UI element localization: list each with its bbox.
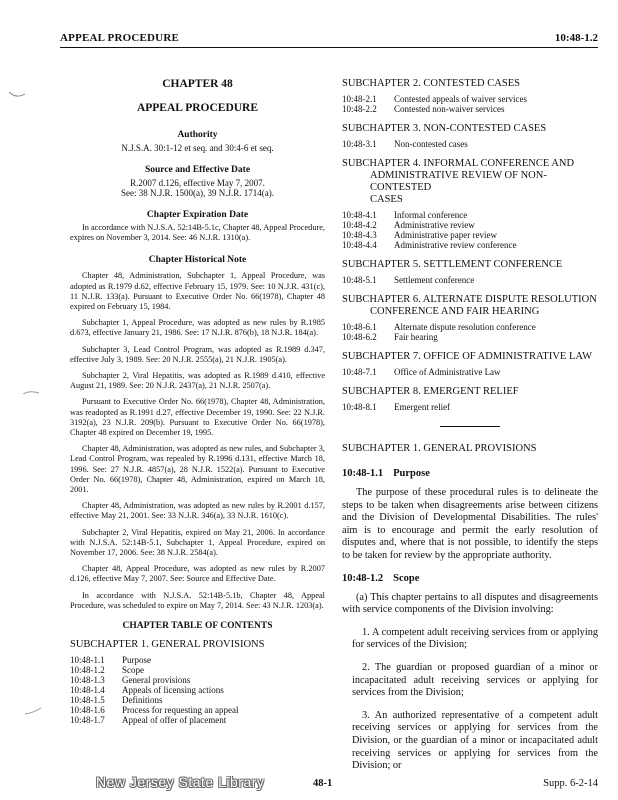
supplement-date: Supp. 6-2-14 <box>543 778 598 789</box>
toc-subchapter-6-heading: SUBCHAPTER 6. ALTERNATE DISPUTE RESOLUTION CONFERENCE AND FAIR HEARING <box>342 294 597 317</box>
library-watermark: New Jersey State Library <box>96 774 265 790</box>
toc-entry: 10:48-2.1 Contested appeals of waiver services <box>342 94 527 104</box>
running-header <box>60 32 598 46</box>
history-paragraph: Chapter 48, Administration, was adopted as new rules, and Subchapter 3, Lead Control Program, was repealed by R.1996 d.131, effective March 18, 1996. See: 27 N.J.R. 4857(a), 28 N.J.R. 1522(a). Pursuant to Executive Order No. 66(1978), Chapter 48, Administration, expired on March 18, 2001. <box>70 444 325 495</box>
toc-subchapter-2-list <box>342 94 598 114</box>
toc-subchapter-4-heading: SUBCHAPTER 4. INFORMAL CONFERENCE AND ADMINISTRATIVE REVIEW OF NON-CONTESTED CASES <box>342 158 575 205</box>
history-paragraph: Chapter 48, Administration, Subchapter 1, Appeal Procedure, was adopted as R.1979 d.62, effective February 15, 1979. See: 10 N.J.R. 431(c), 11 N.J.R. 133(a). Pursuant to Executive Order No. 66(1978), Chapter 48 expired on February 15, 1984. <box>70 271 325 312</box>
toc-entry: 10:48-1.7 Appeal of offer of placement <box>70 715 227 726</box>
toc-entry: 10:48-4.3 Administrative paper review <box>342 230 497 240</box>
right-column <box>342 78 598 783</box>
authority-heading: Authority <box>177 130 218 140</box>
toc-entry: 10:48-4.2 Administrative review <box>342 220 475 230</box>
authority-text: N.J.S.A. 30:1-12 et seq. and 30:4-6 et seq. <box>121 143 274 153</box>
toc-entry: 10:48-5.1 Settlement conference <box>342 275 475 285</box>
toc-subchapter-1-heading: SUBCHAPTER 1. GENERAL PROVISIONS <box>70 639 265 651</box>
page-number: 48-1 <box>313 778 333 789</box>
toc-entry: 10:48-1.6 Process for requesting an appeal <box>70 705 239 716</box>
source-text: R.2007 d.126, effective May 7, 2007. <box>130 178 265 188</box>
header-section-number: 10:48-1.2 <box>554 32 598 44</box>
scope-item-2: 2. The guardian or proposed guardian of a minor or incapacitated adult receiving services or applying for services from the Division; <box>352 661 598 699</box>
history-paragraph: Chapter 48, Appeal Procedure, was adopted as new rules by R.2007 d.126, effective May 7, 2007. See: Source and Effective Date. <box>70 564 325 584</box>
toc-subchapter-3-list <box>342 139 598 149</box>
source-text-2: See: 38 N.J.R. 1500(a), 39 N.J.R. 1714(a). <box>121 188 274 198</box>
toc-subchapter-1-list <box>70 655 325 725</box>
toc-subchapter-5-list <box>342 275 598 285</box>
toc-entry: 10:48-1.3 General provisions <box>70 675 191 686</box>
toc-entry: 10:48-3.1 Non-contested cases <box>342 139 468 149</box>
toc-entry: 10:48-1.5 Definitions <box>70 695 163 706</box>
scan-mark-icon <box>24 706 42 716</box>
toc-entry: 10:48-1.1 Purpose <box>70 655 151 666</box>
scope-item-1: 1. A competent adult receiving services from or applying for services of the Division; <box>352 626 598 651</box>
history-paragraph: Pursuant to Executive Order No. 66(1978), Chapter 48, Administration, was readopted as R.1991 d.27, effective December 19, 1990. See: 22 N.J.R. 3192(a), 23 N.J.R. 209(b). Pursuant to Executive Order No. 66(1978), Chapter 48 expired on December 19, 1995. <box>70 397 325 438</box>
scan-mark-icon <box>22 388 40 398</box>
toc-entry: 10:48-1.4 Appeals of licensing actions <box>70 685 224 696</box>
header-title: APPEAL PROCEDURE <box>60 32 180 44</box>
header-rule <box>60 47 598 48</box>
chapter-title: APPEAL PROCEDURE <box>136 102 259 114</box>
history-paragraph: In accordance with N.J.S.A. 52:14B-5.1b, Chapter 48, Appeal Procedure, was scheduled to expire on May 7, 2014. See: 43 N.J.R. 1203(a). <box>70 590 325 610</box>
toc-entry: 10:48-4.4 Administrative review conference <box>342 240 517 250</box>
toc-entry: 10:48-8.1 Emergent relief <box>342 402 451 412</box>
scan-mark-icon <box>8 90 26 100</box>
toc-entry: 10:48-6.1 Alternate dispute resolution conference <box>342 322 536 332</box>
toc-entry: 10:48-1.2 Scope <box>70 665 144 676</box>
toc-subchapter-5-heading: SUBCHAPTER 5. SETTLEMENT CONFERENCE <box>342 259 563 270</box>
section-heading: 10:48-1.1 Purpose <box>342 468 430 479</box>
toc-subchapter-2-heading: SUBCHAPTER 2. CONTESTED CASES <box>342 78 520 89</box>
history-paragraph: Subchapter 1, Appeal Procedure, was adopted as new rules by R.1985 d.673, effective January 21, 1986. See: 17 N.J.R. 876(b), 18 N.J.R. 184(a). <box>70 318 325 338</box>
toc-subchapter-7-heading: SUBCHAPTER 7. OFFICE OF ADMINISTRATIVE LAW <box>342 351 593 362</box>
history-paragraph: Subchapter 2, Viral Hepatitis, was adopted as R.1989 d.410, effective August 21, 1989. See: 20 N.J.R. 2437(a), 21 N.J.R. 2507(a). <box>70 371 325 391</box>
source-heading: Source and Effective Date <box>144 165 251 175</box>
section-divider <box>440 426 500 427</box>
toc-subchapter-8-list <box>342 402 598 412</box>
toc-entry: 10:48-4.1 Informal conference <box>342 210 468 220</box>
history-heading: Chapter Historical Note <box>148 255 247 266</box>
section-purpose-text: The purpose of these procedural rules is to delineate the steps to be taken when disagreements arise between citizens and the Division of Developmental Disabilities. The rules' aim is to encourage and permit the early resolution of disputes and, where that is not possible, to identify the steps to be taken for review by the appropriate authority. <box>342 487 598 561</box>
toc-subchapter-3-heading: SUBCHAPTER 3. NON-CONTESTED CASES <box>342 123 547 134</box>
toc-subchapter-7-list <box>342 367 598 377</box>
left-column <box>70 78 325 734</box>
body-subchapter-heading: SUBCHAPTER 1. GENERAL PROVISIONS <box>342 443 537 454</box>
expiration-text: In accordance with N.J.S.A. 52:14B-5.1c, Chapter 48, Appeal Procedure, expires on November 3, 2014. See: 46 N.J.R. 1310(a). <box>70 223 325 243</box>
history-paragraph: Chapter 48, Administration, was adopted as new rules by R.2001 d.157, effective May 21, 2001. See: 33 N.J.R. 346(a), 33 N.J.R. 1610(c). <box>70 501 325 521</box>
scope-item-3: 3. An authorized representative of a competent adult receiving services or applying for services from the Division, or the guardian of a minor or incapacitated adult receiving services or applying for services from the Division; or <box>352 709 598 772</box>
toc-subchapter-8-heading: SUBCHAPTER 8. EMERGENT RELIEF <box>342 386 519 397</box>
history-paragraph: Subchapter 2, Viral Hepatitis, expired on May 21, 2006. In accordance with N.J.S.A. 52:14B-5.1, Subchapter 1, Appeal Procedure, expired on November 17, 2006. See: 38 N.J.R. 2584(a). <box>70 527 325 558</box>
chapter-number: CHAPTER 48 <box>162 78 233 90</box>
toc-subchapter-6-list <box>342 322 598 342</box>
toc-entry: 10:48-6.2 Fair hearing <box>342 332 438 342</box>
section-heading: 10:48-1.2 Scope <box>342 572 420 584</box>
expiration-heading: Chapter Expiration Date <box>146 210 249 220</box>
toc-entry: 10:48-2.2 Contested non-waiver services <box>342 104 505 114</box>
toc-heading: CHAPTER TABLE OF CONTENTS <box>122 621 273 632</box>
scope-paragraph-a: (a) This chapter pertains to all disputes and disagreements with service components of the Division involving: <box>342 591 598 616</box>
history-paragraph: Subchapter 3, Lead Control Program, was adopted as R.1989 d.347, effective July 3, 1989. See: 20 N.J.R. 2555(a), 21 N.J.R. 1905(a). <box>70 344 325 364</box>
toc-entry: 10:48-7.1 Office of Administrative Law <box>342 367 501 377</box>
toc-subchapter-4-list <box>342 210 598 250</box>
